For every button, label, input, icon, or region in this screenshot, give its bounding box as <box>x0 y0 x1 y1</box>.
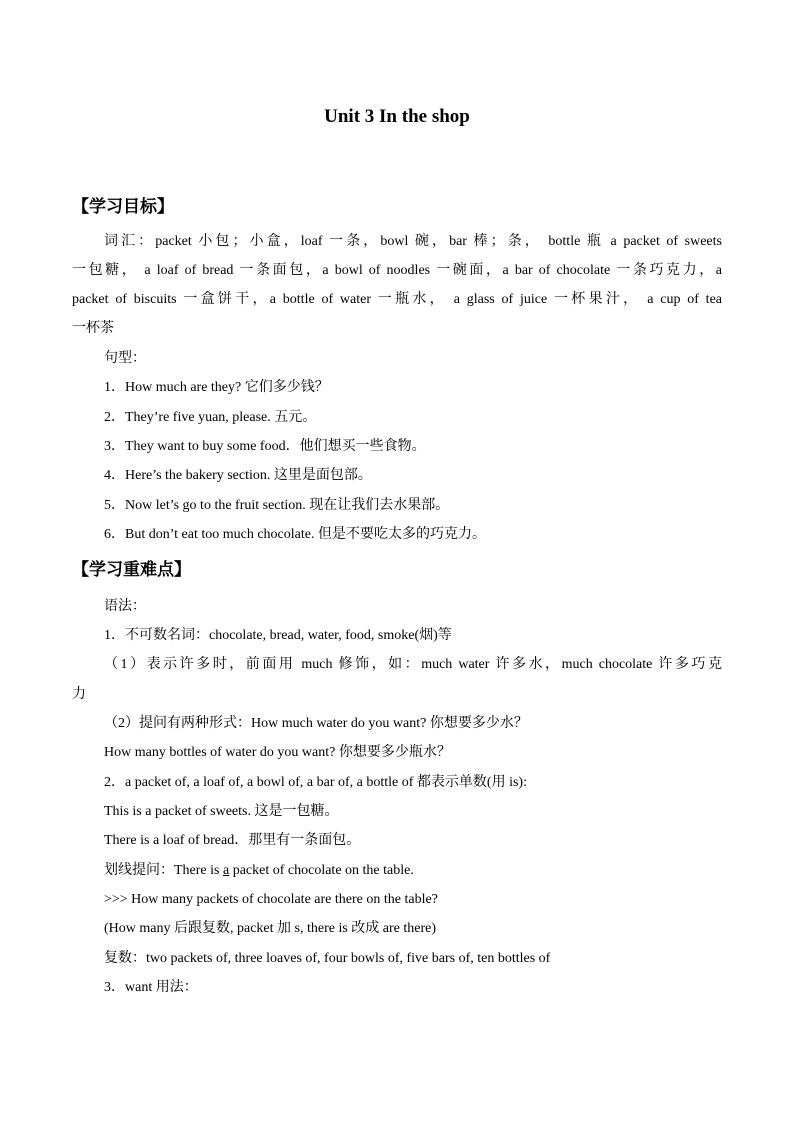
grammar-subpoint: （2）提问有两种形式：How much water do you want? 你想要多少水？ <box>104 716 528 731</box>
sentence-item: 1．How much are they? 它们多少钱？ <box>104 380 329 395</box>
grammar-example: How many bottles of water do you want? 你想要多少瓶水？ <box>104 745 451 760</box>
answer-line: >>> How many packets of chocolate are there on the table? <box>104 892 438 907</box>
grammar-point: 1．不可数名词：chocolate, bread, water, food, smoke(烟)等 <box>104 628 452 643</box>
section-heading-objectives: 【学习目标】 <box>72 197 174 217</box>
sentence-item: 6．But don’t eat too much chocolate. 但是不要吃太多的巧克力。 <box>104 527 486 542</box>
sentence-item: 3．They want to buy some food．他们想买一些食物。 <box>104 439 426 454</box>
underline-question-suffix: packet of chocolate on the table. <box>229 863 414 878</box>
underlined-word: a <box>222 863 230 878</box>
grammar-label: 语法： <box>104 599 146 614</box>
grammar-example: There is a loaf of bread．那里有一条面包。 <box>104 833 361 848</box>
section-heading-key-points: 【学习重难点】 <box>72 560 191 580</box>
vocab-line: 一杯茶 <box>72 321 114 336</box>
underline-question <box>104 862 414 880</box>
grammar-point: 3．want 用法： <box>104 980 198 995</box>
sentence-item: 2．They’re five yuan, please. 五元。 <box>104 410 317 425</box>
sentence-item: 5．Now let’s go to the fruit section. 现在让我们去水果部。 <box>104 498 450 513</box>
vocab-line: 一包糖， a loaf of bread 一条面包，a bowl of noodles 一碗面，a bar of chocolate 一条巧克力，a <box>72 263 722 278</box>
sentence-label: 句型： <box>104 351 146 366</box>
grammar-point: 2．a packet of, a loaf of, a bowl of, a bar of, a bottle of 都表示单数(用 is): <box>104 775 527 790</box>
vocab-line: packet of biscuits 一盒饼干，a bottle of water 一瓶水， a glass of juice 一杯果汁， a cup of tea <box>72 292 722 307</box>
grammar-example: This is a packet of sweets. 这是一包糖。 <box>104 804 339 819</box>
plural-line: 复数：two packets of, three loaves of, four bowls of, five bars of, ten bottles of <box>104 951 551 966</box>
sentence-item: 4．Here’s the bakery section. 这里是面包部。 <box>104 468 372 483</box>
note-line: (How many 后跟复数, packet 加 s, there is 改成 are there) <box>104 921 437 936</box>
vocab-line: 词汇：packet 小包；小盒，loaf 一条，bowl 碗，bar 棒；条， bottle 瓶 a packet of sweets <box>104 234 722 249</box>
grammar-subpoint-cont: 力 <box>72 687 86 702</box>
grammar-subpoint: （1）表示许多时，前面用 much 修饰，如：much water 许多水，much chocolate 许多巧克 <box>104 657 722 672</box>
page-title: Unit 3 In the shop <box>324 106 470 127</box>
underline-question-prefix: 划线提问：There is <box>104 863 223 878</box>
